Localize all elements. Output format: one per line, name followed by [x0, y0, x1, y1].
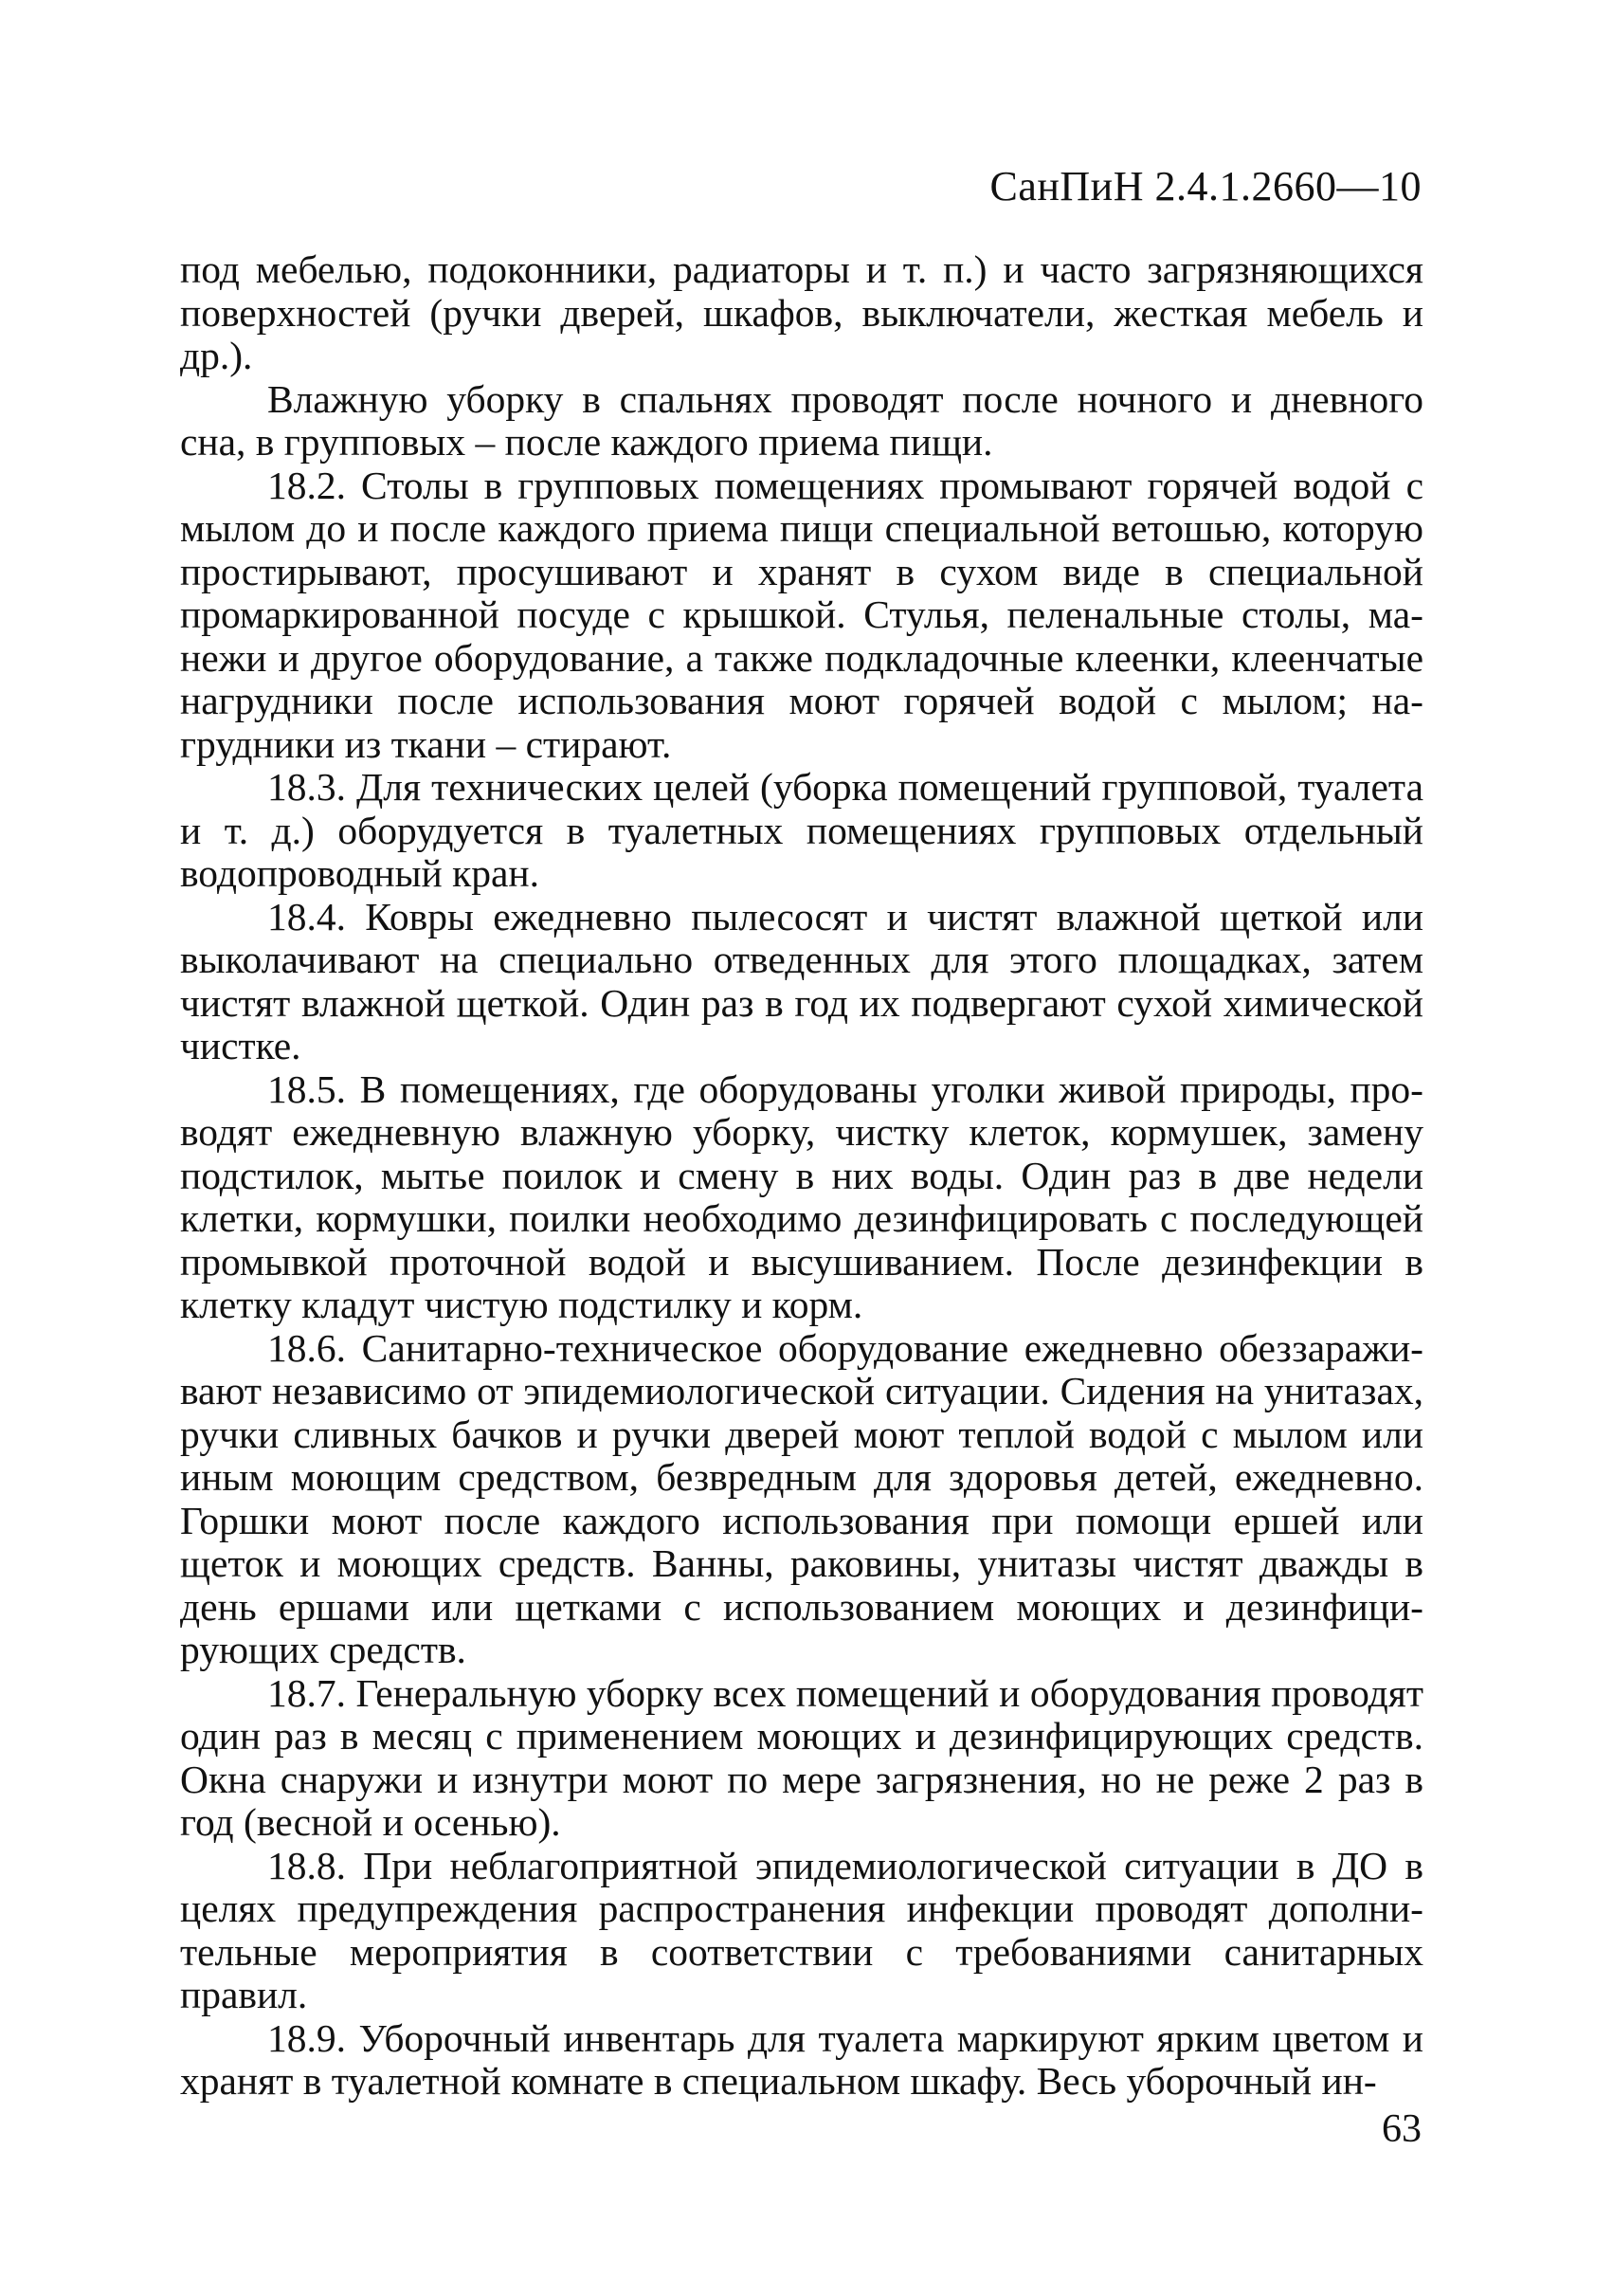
paragraph-18-4: 18.4. Ковры ежедневно пылесосят и чистят влажной щеткой или выколачивают на специально отведенных для этого площадках, затем чистят влажной щеткой. Один раз в год их подвергают сухой химической чистке.	[180, 894, 1423, 1067]
paragraph-18-9: 18.9. Уборочный инвентарь для туалета маркируют ярким цветом и хранят в туалетной комнате в специальном шкафу. Весь уборочный ин-	[180, 2015, 1423, 2103]
page-number: 63	[1382, 2107, 1422, 2151]
paragraph-18-3: 18.3. Для технических целей (уборка помещений групповой, туалета и т. д.) оборудуется в туалетных помещениях групповых отдельный водопроводный кран.	[180, 765, 1423, 895]
body-text	[180, 248, 1423, 2104]
paragraph-18-6: 18.6. Санитарно-техническое оборудование ежедневно обеззараживают независимо от эпидемиологической ситуации. Сидения на унитазах, ручки сливных бачков и ручки дверей моют теплой водой с мылом или иным моющим средством, безвредным для здоровья детей, ежедневно. Горшки моют после каждого использования при помощи ершей или щеток и моющих средств. Ванны, раковины, унитазы чистят дважды в день ершами или щетками с использованием моющих и дезинфицирующих средств.	[180, 1325, 1423, 1671]
paragraph-wet-cleaning: Влажную уборку в спальнях проводят после ночного и дневного сна, в групповых – после каждого приема пищи.	[180, 376, 1423, 464]
paragraph-18-5: 18.5. В помещениях, где оборудованы уголки живой природы, проводят ежедневную влажную уборку, чистку клеток, кормушек, замену подстилок, мытье поилок и смену в них воды. Один раз в две недели клетки, кормушки, поилки необходимо дезинфицировать с последующей промывкой проточной водой и высушиванием. После дезинфекции в клетку кладут чистую подстилку и корм.	[180, 1066, 1423, 1326]
paragraph-18-7: 18.7. Генеральную уборку всех помещений и оборудования проводят один раз в месяц с применением моющих и дезинфицирующих средств. Окна снаружи и изнутри моют по мере загрязнения, но не реже 2 раз в год (весной и осенью).	[180, 1670, 1423, 1844]
paragraph-18-2: 18.2. Столы в групповых помещениях промывают горячей водой с мылом до и после каждого приема пищи специальной ветошью, которую простирывают, просушивают и хранят в сухом виде в специальной промаркированной посуде с крышкой. Стулья, пеленальные столы, манежи и другое оборудование, а также подкладочные клеенки, клеенчатые нагрудники после использования моют горячей водой с мылом; нагрудники из ткани – стирают.	[180, 463, 1423, 766]
paragraph-continuation: под мебелью, подоконники, радиаторы и т. п.) и часто загрязняющихся поверхностей (ручки дверей, шкафов, выключатели, жесткая мебель и др.).	[180, 247, 1423, 377]
running-header: СанПиН 2.4.1.2660—10	[989, 163, 1422, 210]
paragraph-18-8: 18.8. При неблагоприятной эпидемиологической ситуации в ДО в целях предупреждения распространения инфекции проводят дополнительные мероприятия в соответствии с требованиями санитарных правил.	[180, 1843, 1423, 2016]
